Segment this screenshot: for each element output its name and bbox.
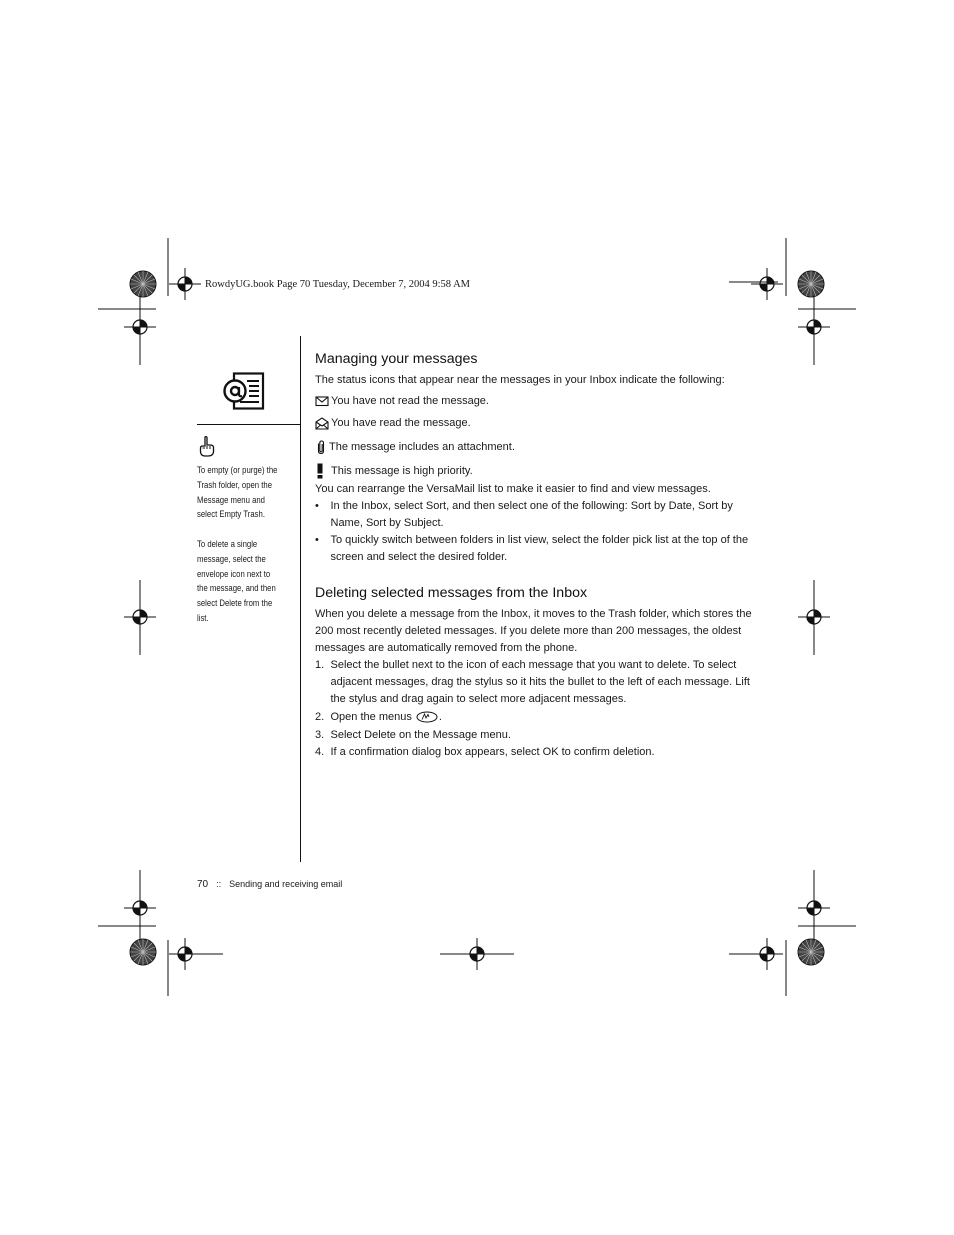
unread-envelope-icon (315, 395, 329, 407)
page-number: 70 (197, 879, 209, 890)
list-item: 4. If a confirmation dialog box appears, select OK to confirm deletion. (315, 746, 655, 758)
list-item: • In the Inbox, select Sort, and then select one of the following: Sort by Date, Sort by Name, Sort by Subject. (315, 500, 733, 529)
pointing-hand-icon (198, 435, 216, 457)
sidebar-divider (197, 424, 301, 425)
list-item: 3. Select Delete on the Message menu. (315, 729, 511, 741)
section-heading-managing: Managing your messages (315, 351, 478, 367)
section2-intro: When you delete a message from the Inbox, it moves to the Trash folder, which stores the 200 most recently deleted messages. If you delete more than 200 messages, the oldest messages are automatically removed from the phone. (315, 608, 752, 654)
tip-delete-single: To delete a single message, select the envelope icon next to the message, and then select Delete from the list. (197, 539, 276, 623)
list-item: • To quickly switch between folders in list view, select the folder pick list at the top of the screen and select the desired folder. (315, 534, 749, 563)
chapter-title: Sending and receiving email (229, 879, 343, 889)
status-row-attachment: The message includes an attachment. (315, 439, 515, 455)
rearrange-text: You can rearrange the VersaMail list to make it easier to find and view messages. (315, 483, 711, 495)
status-row-unread: You have not read the message. (315, 393, 489, 409)
section-heading-deleting: Deleting selected messages from the Inbox (315, 585, 588, 601)
list-item: 2. Open the menus . (315, 711, 442, 723)
paperclip-icon (315, 440, 327, 455)
exclamation-icon (315, 463, 325, 479)
status-row-priority: This message is high priority. (315, 463, 473, 479)
menu-icon (416, 711, 438, 723)
read-envelope-icon (315, 417, 329, 430)
footer-separator: :: (216, 879, 222, 889)
list-item: 1. Select the bullet next to the icon of each message that you want to delete. To select adjacent messages, drag the stylus so it hits the bullet to the left of each message. Lift the stylus and drag again to select more adjacent messages. (315, 659, 750, 705)
page-footer (197, 879, 342, 890)
status-row-read: You have read the message. (315, 415, 471, 431)
email-at-icon (222, 372, 266, 410)
section1-intro: The status icons that appear near the messages in your Inbox indicate the following: (315, 374, 725, 386)
tip-empty-trash: To empty (or purge) the Trash folder, open the Message menu and select Empty Trash. (197, 465, 278, 520)
column-divider (300, 336, 301, 862)
print-header: RowdyUG.book Page 70 Tuesday, December 7, 2004 9:58 AM (205, 279, 471, 290)
